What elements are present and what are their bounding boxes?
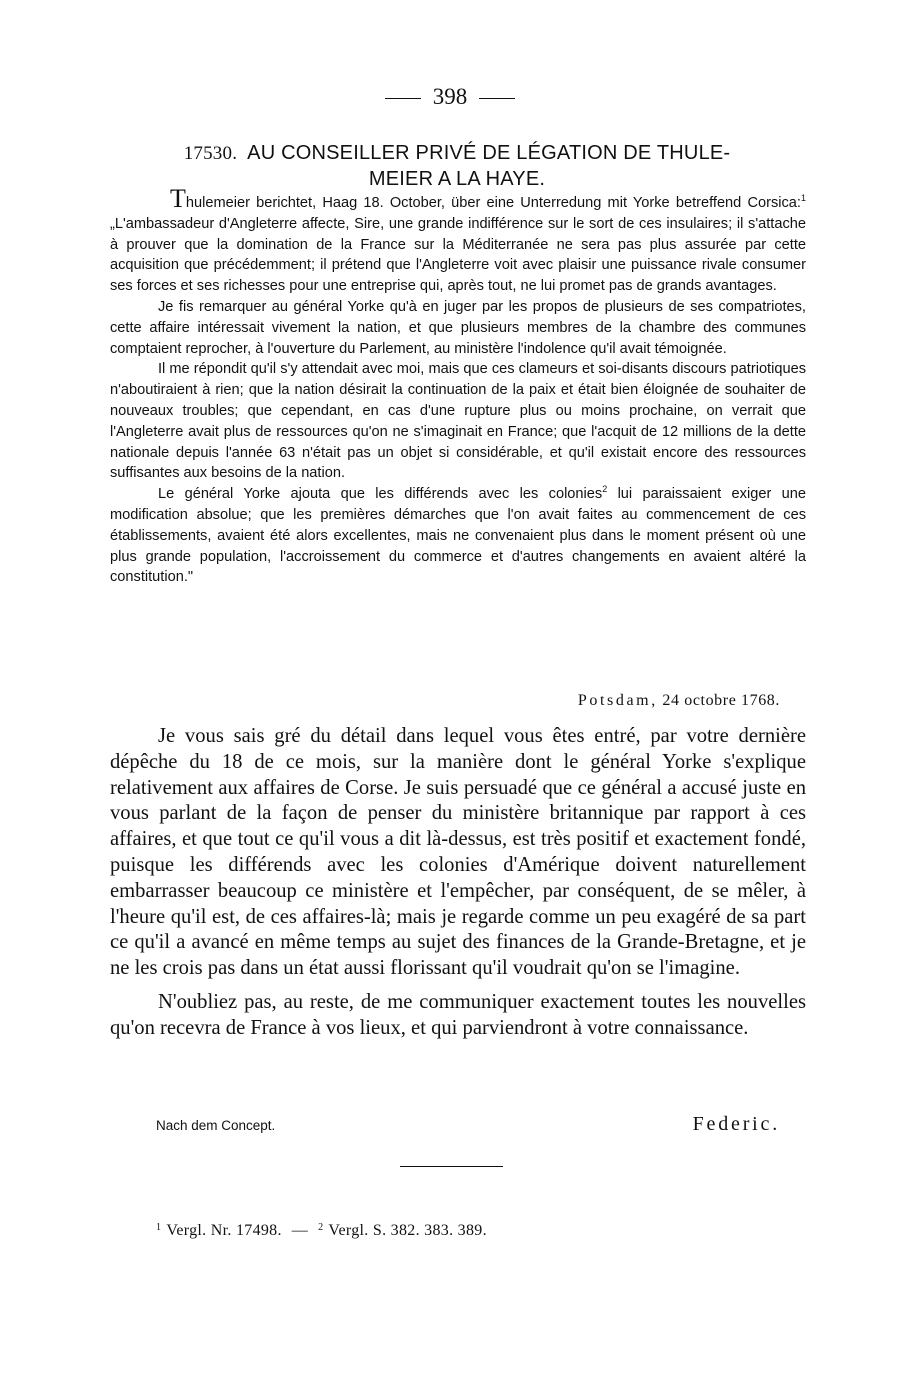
page-number-text: 398 — [432, 84, 468, 109]
letter-paragraph: Je vous sais gré du détail dans lequel vous êtes entré, par votre dernière dépêche du 18 de ce mois, sur la manière dont le général Yorke s'explique relativement aux affaires de Corse. Je suis persuadé que ce général a accusé juste en vous parlant de la façon de penser du ministère britannique par rapport à ces affaires, et que tout ce qu'il vous a dit là-dessus, est très positif et exactement fondé, puisque les différends avec les colonies d'Amérique doivent naturellement embarrasser beaucoup ce ministère et l'empêcher, par conséquent, de se mêler, à l'heure qu'il est, de ces affaires-là; mais je regarde comme un peu exagéré de sa part ce qu'il a avancé en même temps au sujet des finances de la Grande-Bretagne, et je ne les crois pas dans un état aussi florissant qu'il voudrait qu'on se l'imagine. — [110, 725, 806, 980]
summary-paragraph — [110, 184, 806, 297]
summary-quote: „L'ambassadeur d'Angleterre affecte, Sire, une grande indifférence sur le sort de ces insulaires; il s'attache à prouver que la domination de la France sur la Méditerranée ne sera pas plus assurée par cette acquisition que précédemment; il prétend que l'Angleterre voit avec plaisir une puissance rivale consumer ses forces et ses richesses pour une entreprise qui, après tout, ne lui promet pas de grands avantages. — [110, 215, 806, 295]
initial-letter: T — [170, 184, 186, 213]
summary-text: Le général Yorke ajouta que les différends avec les colonies — [158, 486, 603, 503]
footnotes — [156, 1222, 487, 1240]
footnote-1: Vergl. Nr. 17498. — [166, 1222, 282, 1239]
footnote-mark: 1 — [156, 1222, 162, 1233]
page-number — [0, 84, 900, 110]
summary-intro: hulemeier berichtet, Haag 18. October, über eine Unterredung mit Yorke betreffend Corsica: — [185, 195, 801, 211]
summary-paragraph: Il me répondit qu'il s'y attendait avec moi, mais que ces clameurs et soi-disants discours patriotiques n'aboutiraient à rien; que la nation désirait la continuation de la paix et était bien éloignée de souhaiter de nouveaux troubles; que cependant, en cas d'une rupture plus ou moins prochaine, on verrait que l'Angleterre avait plus de ressources qu'on ne s'imaginait en France; que l'acquit de 12 millions de la dette nationale depuis l'année 63 n'était pas un objet si considérable, et qu'il existait encore des ressources suffisantes aux besoins de la nation. — [110, 361, 806, 482]
footnote-2: Vergl. S. 382. 383. 389. — [328, 1222, 487, 1239]
signature: Federic. — [692, 1113, 780, 1135]
footnote-ref: 1 — [800, 193, 806, 203]
letter-paragraph: N'oubliez pas, au reste, de me communiquer exactement toutes les nouvelles qu'on recevra de France à vos lieux, et qui parviendront à votre connaissance. — [110, 990, 806, 1039]
dash-left — [385, 98, 421, 99]
letter-number: 17530. — [183, 143, 238, 164]
footnote-ref: 2 — [602, 484, 608, 495]
letter-body — [110, 724, 806, 1050]
dateline — [578, 692, 780, 710]
dateline-date: 24 octobre 1768. — [662, 692, 780, 709]
summary-paragraph: Je fis remarquer au général Yorke qu'à en juger par les propos de plusieurs de ses compatriotes, cette affaire intéressait vivement la nation, et que plusieurs membres de la chambre des communes comptaient reprocher, à l'ouverture du Parlement, au ministère l'indolence qu'il avait témoignée. — [110, 298, 806, 357]
footnote-divider — [400, 1166, 503, 1167]
dash-right — [479, 98, 515, 99]
summary-text: lui paraissaient exiger une modification absolue; que les premières démarches que l'on avait faites au commencement de ces établissements, avaient été alors excellentes, mais ne convenaient plus dans le moment présent où une plus grande population, l'accroissement du commerce et d'autres changements en avaient altéré la constitution." — [110, 486, 807, 586]
source-note: Nach dem Concept. — [156, 1118, 276, 1133]
letter-heading — [112, 140, 802, 191]
footnote-separator: — — [291, 1222, 309, 1239]
summary-paragraph — [110, 484, 806, 588]
footnote-mark: 2 — [318, 1222, 324, 1233]
letter-title-line2: MEIER A LA HAYE. — [368, 168, 546, 190]
report-summary — [110, 184, 807, 588]
letter-title-line1: AU CONSEILLER PRIVÉ DE LÉGATION DE THULE- — [247, 142, 731, 164]
dateline-place: Potsdam, — [577, 692, 658, 709]
